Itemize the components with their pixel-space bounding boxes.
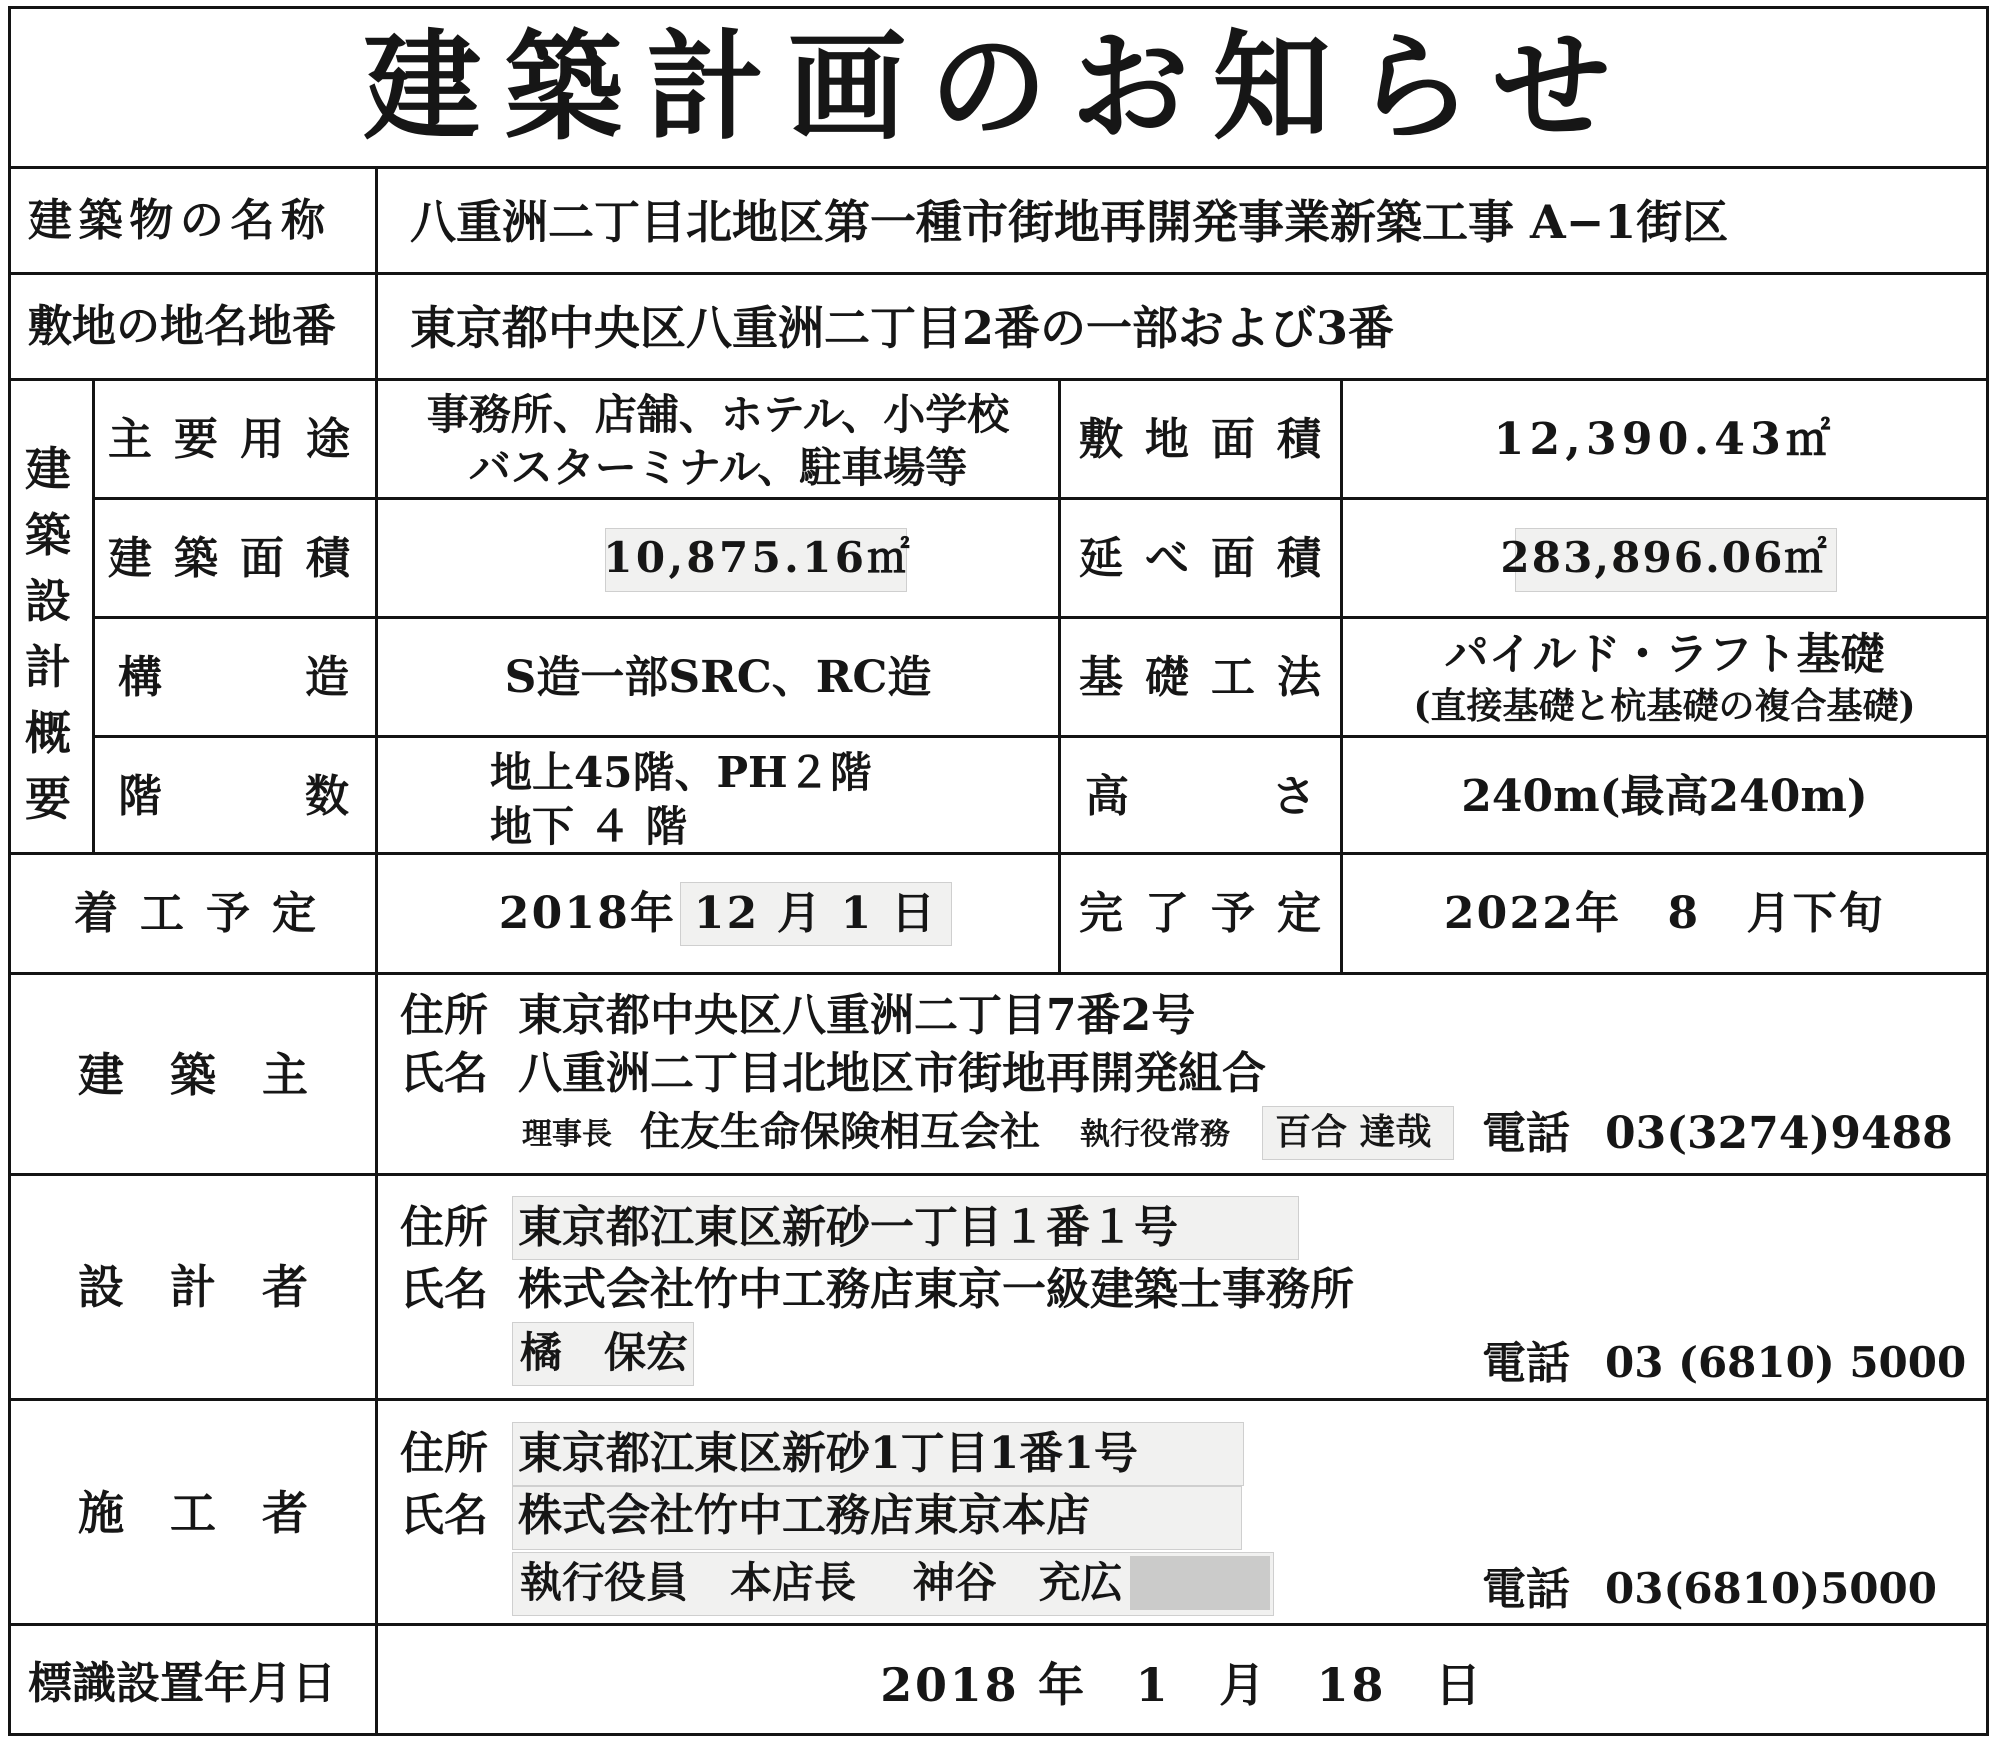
outline-group-label: 建 築 設 計 概 要	[25, 442, 71, 826]
use-line1: 事務所、店舗、ホテル、小学校	[426, 390, 1010, 439]
foundation-line2: (直接基礎と杭基礎の複合基礎)	[1413, 685, 1916, 727]
designer-phone-label: 電話	[1482, 1338, 1570, 1389]
site-location-label: 敷地の地名地番	[28, 301, 336, 352]
structure-label-a: 構	[118, 652, 162, 703]
floors-line2: 地下 ４ 階	[490, 802, 688, 851]
completion-label: 完了予定	[1079, 888, 1343, 939]
designer-name: 株式会社竹中工務店東京一級建築士事務所	[518, 1264, 1354, 1315]
height-value: 240m(最高240m)	[1461, 771, 1868, 822]
site-location-value: 東京都中央区八重洲二丁目2番の一部および3番	[410, 301, 1395, 355]
foundation-line1: パイルド・ラフト基礎	[1444, 629, 1885, 680]
contractor-address: 東京都江東区新砂1丁目1番1号	[518, 1428, 1138, 1479]
contractor-address-label: 住所	[400, 1428, 488, 1479]
owner-rep-position: 執行役常務	[1080, 1117, 1230, 1152]
start-label: 着工予定	[74, 888, 338, 939]
owner-name-label: 氏名	[400, 1048, 488, 1099]
owner-label: 建 築 主	[78, 1048, 308, 1102]
site-area-value: 12,390.43㎡	[1493, 414, 1836, 465]
owner-address: 東京都中央区八重洲二丁目7番2号	[518, 990, 1196, 1041]
completion-value: 2022年 8 月下旬	[1443, 888, 1886, 939]
owner-name: 八重洲二丁目北地区市街地再開発組合	[518, 1048, 1266, 1099]
contractor-name: 株式会社竹中工務店東京本店	[518, 1490, 1090, 1541]
contractor-phone: 03(6810)5000	[1605, 1564, 1937, 1613]
designer-address-label: 住所	[400, 1202, 488, 1253]
sign-title: 建築計画のお知らせ	[363, 17, 1634, 156]
designer-name-label: 氏名	[400, 1264, 488, 1315]
total-floor-area-label: 延べ面積	[1079, 533, 1343, 584]
contractor-name-label: 氏名	[400, 1490, 488, 1541]
owner-phone: 03(3274)9488	[1605, 1108, 1953, 1159]
structure-label-b: 造	[305, 652, 349, 703]
structure-value: S造一部SRC、RC造	[504, 652, 932, 703]
designer-phone: 03 (6810) 5000	[1605, 1338, 1967, 1387]
owner-address-label: 住所	[400, 990, 488, 1041]
use-label: 主要用途	[108, 414, 372, 465]
site-area-label: 敷地面積	[1079, 414, 1343, 465]
contractor-person: 執行役員 本店長 神谷 充広	[520, 1558, 1123, 1607]
floors-label-b: 数	[305, 771, 349, 822]
designer-label: 設 計 者	[78, 1260, 308, 1314]
designer-person: 橘 保宏	[520, 1328, 689, 1377]
floors-line1: 地上45階、PH２階	[490, 748, 872, 797]
owner-rep-company: 住友生命保険相互会社	[640, 1108, 1040, 1155]
building-area-value: 10,875.16㎡	[603, 533, 913, 582]
floors-label-a: 階	[118, 771, 162, 822]
sign-date-value: 2018 年 1 月 18 日	[880, 1658, 1484, 1712]
height-label-a: 高	[1085, 771, 1129, 822]
height-label-b: さ	[1272, 771, 1316, 822]
foundation-label: 基礎工法	[1079, 652, 1343, 703]
building-name-label: 建築物の名称	[28, 195, 332, 246]
owner-rep-title: 理事長	[522, 1117, 612, 1152]
start-value: 2018年 12 月 1 日	[498, 888, 938, 939]
redaction-smudge	[1130, 1556, 1270, 1610]
total-floor-area-value: 283,896.06㎡	[1500, 533, 1829, 582]
designer-address: 東京都江東区新砂一丁目１番１号	[518, 1202, 1178, 1253]
contractor-phone-label: 電話	[1482, 1564, 1570, 1615]
building-area-label: 建築面積	[108, 533, 372, 584]
use-line2: バスターミナル、駐車場等	[468, 443, 968, 492]
owner-phone-label: 電話	[1482, 1108, 1570, 1159]
sign-date-label: 標識設置年月日	[28, 1658, 336, 1709]
contractor-label: 施 工 者	[78, 1486, 308, 1540]
owner-rep-name: 百合 達哉	[1275, 1111, 1432, 1153]
building-name-value: 八重洲二丁目北地区第一種市街地再開発事業新築工事 A−1街区	[410, 195, 1729, 249]
